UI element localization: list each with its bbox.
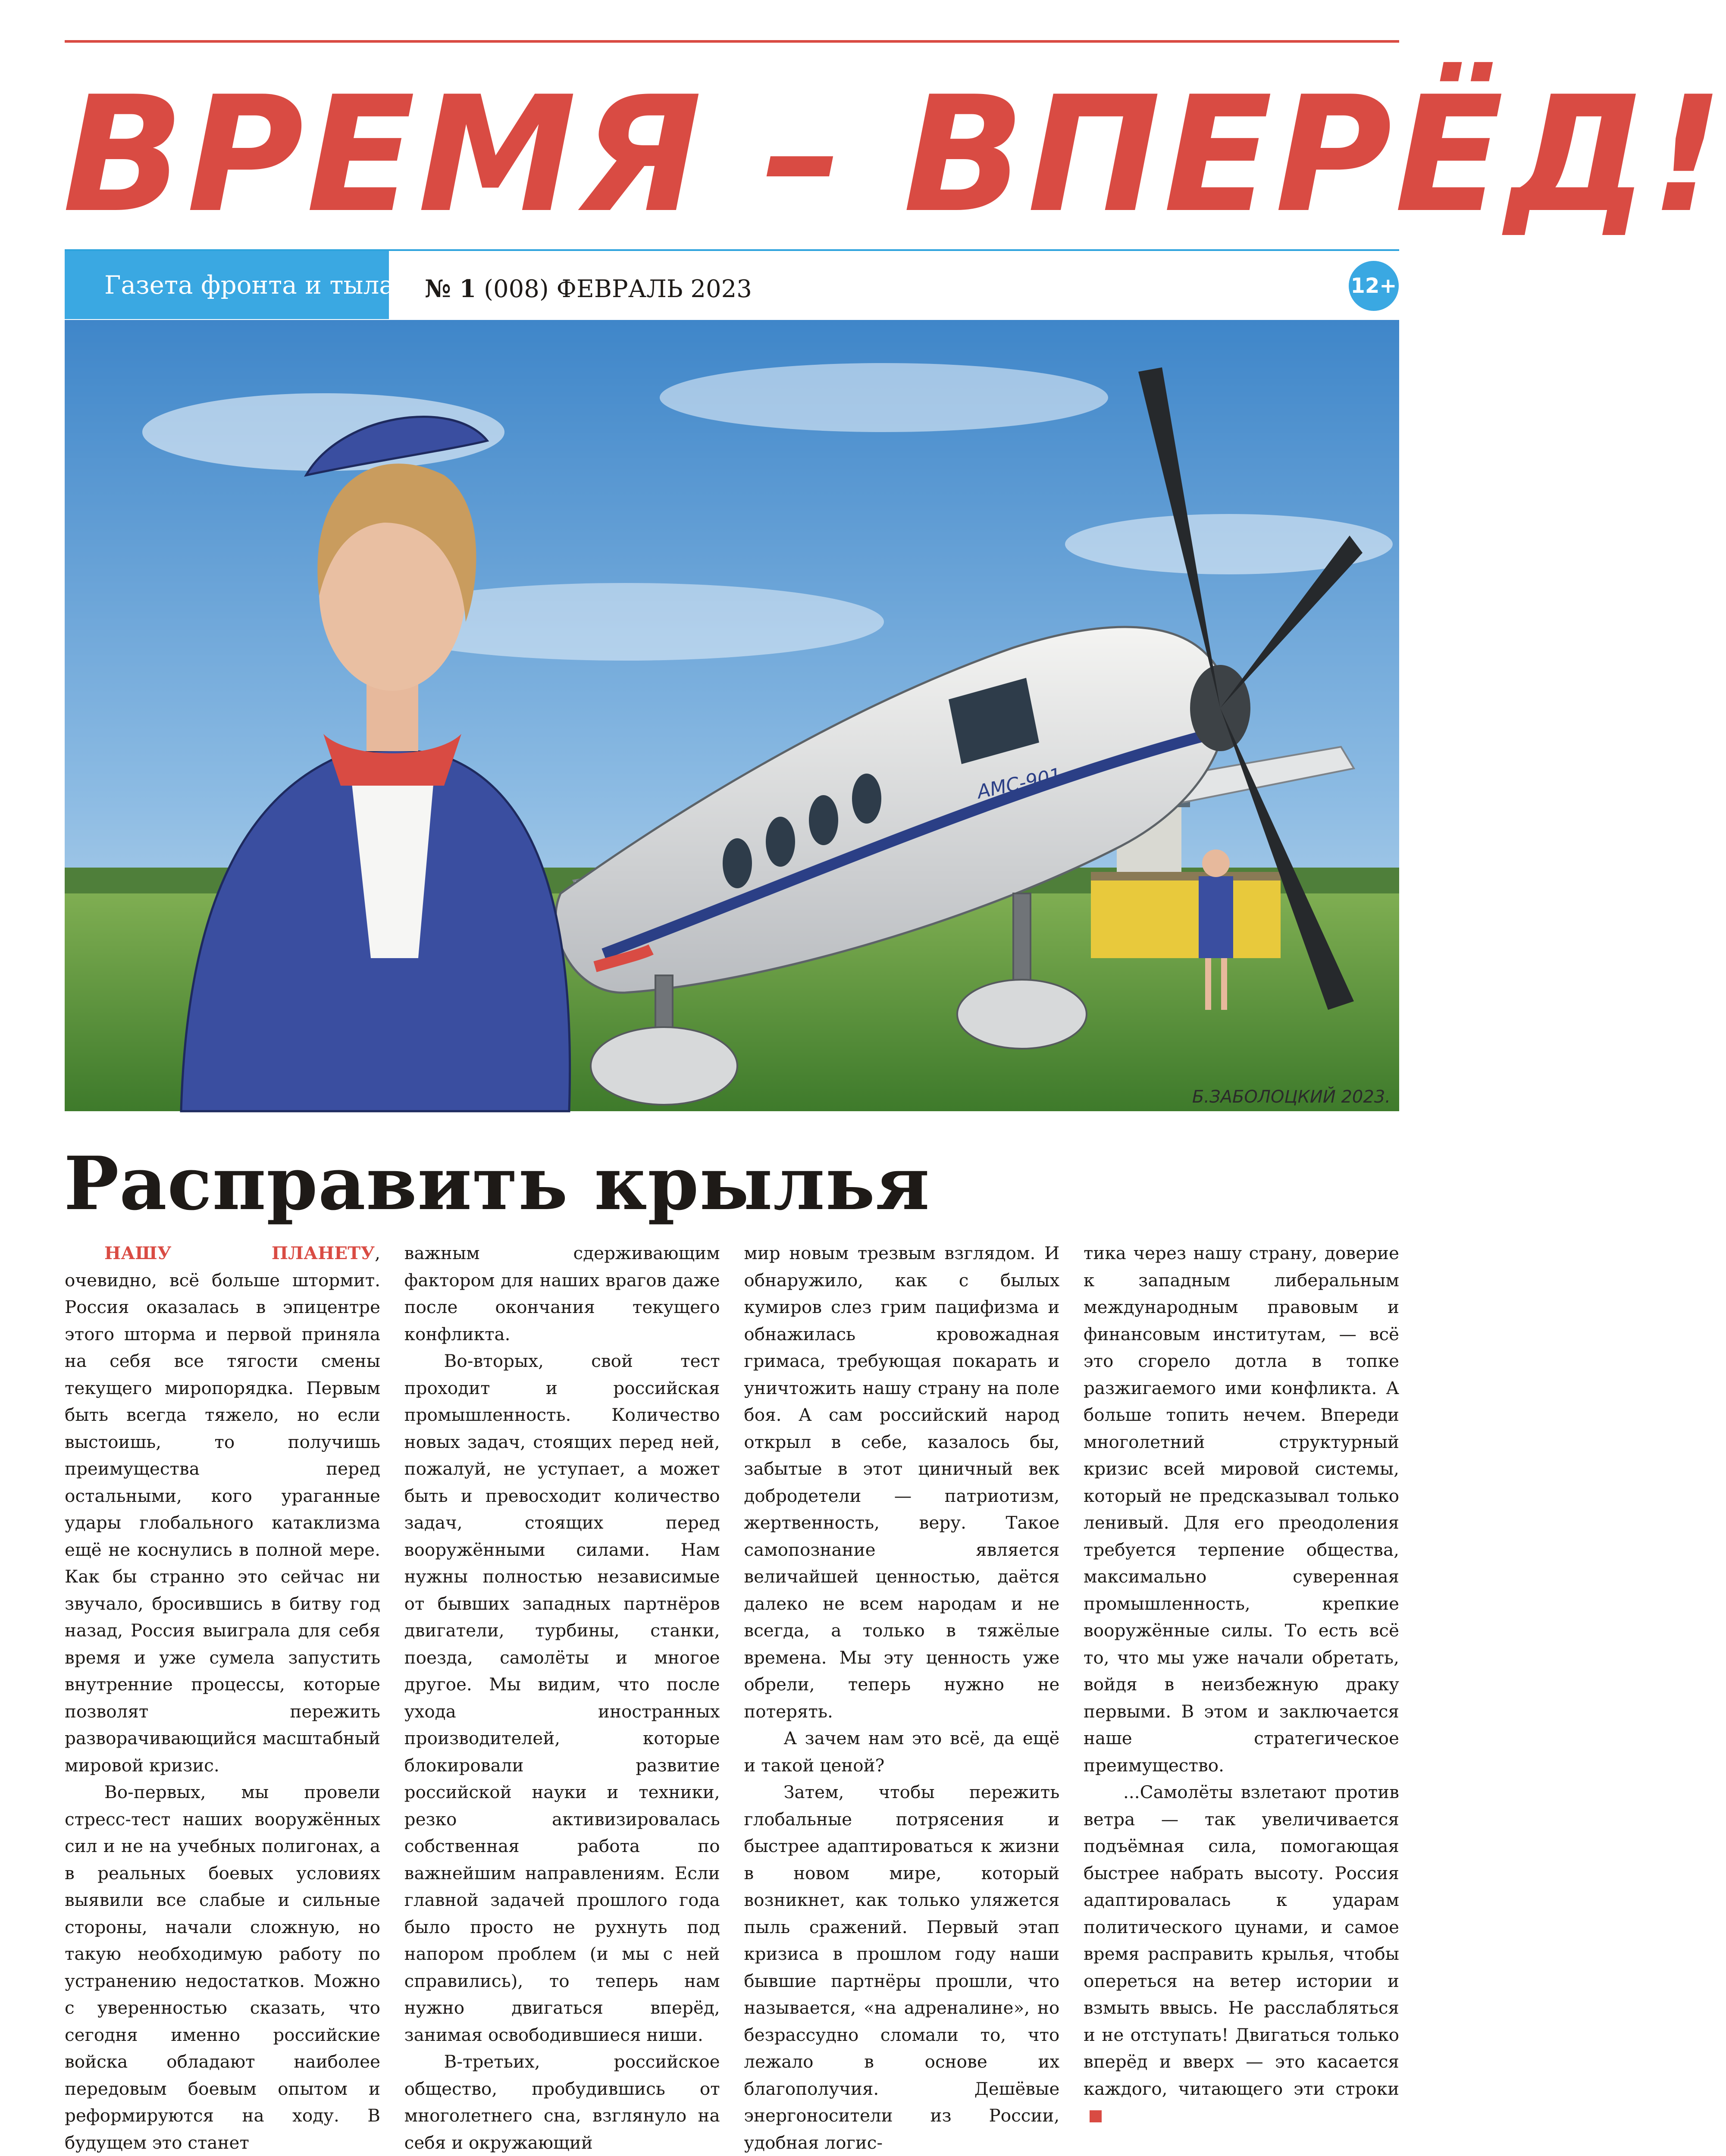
- article-column-1: [65, 1240, 380, 2153]
- issue-number: № 1: [425, 275, 476, 303]
- paragraph: [65, 1240, 380, 1779]
- lead-caps: НАШУ ПЛАНЕТУ: [104, 1243, 375, 1263]
- paragraph-text: ...Самолёты взлетают против ветра — так увеличивается подъёмная сила, помогающая быстрее набрать высоту. Россия адаптировалась к ударам политического цунами, и самое время расправить крылья, чтобы опереться на ветер истории и взмыть ввысь. Не расслабляться и не отступать! Двигаться только вперёд и вверх — это касается каждого, читающего эти строки: [1083, 1782, 1399, 2099]
- issue-date: (008) ФЕВРАЛЬ 2023: [476, 275, 752, 303]
- paragraph: важным сдерживающим фактором для наших врагов даже после окончания текущего конфликта.: [404, 1243, 720, 1344]
- illustration-signature: Б.ЗАБОЛОЦКИЙ 2023.: [1192, 1087, 1391, 1107]
- paragraph: Во-вторых, свой тест проходит и российская промышленность. Количество новых задач, стоящих перед ней, пожалуй, не уступает, а может быть и превосходит количество задач, стоящих перед вооружёнными силами. Нам нужны полностью независимые от бывших западных партнёров двигатели, турбины, станки, поезда, самолёты и многое другое. Мы видим, что после ухода иностранных производителей, которые блокировали развитие российской науки и техники, резко активизировалась собственная работа по важнейшим направлениям. Если главной задачей прошлого года было просто не рухнуть под напором проблем (и мы с ней справились), то теперь нам нужно двигаться вперёд, занимая освободившиеся ниши.: [404, 1351, 720, 2045]
- masthead-title: ВРЕМЯ – ВПЕРЁД!: [63, 63, 1726, 248]
- aircraft-marking: АМС-901: [975, 764, 1064, 803]
- illustration-art: [65, 320, 1399, 1111]
- cover-illustration: [65, 320, 1399, 1111]
- article-column-2: [404, 1240, 720, 2153]
- cloud: [660, 363, 1108, 432]
- paragraph: мир новым трезвым взглядом. И обнаружило, как с былых кумиров слез грим пацифизма и обнажилась кровожадная гримаса, требующая покарать и уничтожить нашу страну на поле боя. А сам российский народ открыл в себе, казалось бы, забытые в этот циничный век добродетели — патриотизм, жертвенность, веру. Такое самопознание является величайшей ценностью, даётся далеко не всем народам и не всегда, а только в тяжёлые времена. Мы эту ценность уже обрели, теперь нужно не потерять.: [744, 1243, 1060, 1722]
- paragraph: А зачем нам это всё, да ещё и такой ценой?: [744, 1728, 1060, 1776]
- article-columns: [65, 1240, 1399, 2153]
- paragraph: [1084, 1779, 1399, 2129]
- paragraph: В-третьих, российское общество, пробудившись от многолетнего сна, взглянуло на себя и окружающий: [404, 2051, 720, 2153]
- article-column-4: [1083, 1240, 1399, 2099]
- paragraph: тика через нашу страну, доверие к западным либеральным международным правовым и финансовым институтам, — всё это сгорело дотла в топке разжигаемого ими конфликта. А больше топить нечем. Впереди многолетний структурный кризис всей мировой системы, который не предсказывал только ленивый. Для его преодоления требуется терпение общества, максимально суверенная промышленность, крепкие вооружённые силы. То есть всё то, что мы уже начали обретать, войдя в неизбежную драку первыми. В этом и заключается наше стратегическое преимущество.: [1083, 1243, 1399, 1776]
- paragraph: Во-первых, мы провели стресс-тест наших вооружённых сил и не на учебных полигонах, а в реальных боевых условиях выявили все слабые и сильные стороны, начали сложную, но такую необходимую работу по устранению недостатков. Можно с уверенностью сказать, что сегодня именно российские войска обладают наиболее передовым боевым опытом и реформируются на ходу. В будущем это станет: [65, 1782, 380, 2153]
- age-rating-badge: 12+: [1349, 261, 1399, 311]
- article-headline: Расправить крылья: [64, 1141, 930, 1227]
- paragraph-text: , очевидно, всё больше штормит. Россия оказалась в эпицентре этого шторма и первой приняла на себя все тягости смены текущего миропорядка. Первым быть всегда тяжело, но если выстоишь, то получишь преимущества перед остальными, кого ураганные удары глобального катаклизма ещё не коснулись в полной мере. Как бы странно это сейчас ни звучало, бросившись в битву год назад, Россия выиграла для себя время и уже сумела запустить внутренние процессы, которые позволят пережить разворачивающийся масштабный мировой кризис.: [65, 1243, 380, 1776]
- article-column-3: [744, 1240, 1060, 2153]
- top-rule: [65, 40, 1399, 43]
- paragraph: Затем, чтобы пережить глобальные потрясения и быстрее адаптироваться к жизни в новом мире, который возникнет, как только уляжется пыль сражений. Первый этап кризиса в прошлом году наши бывшие партнёры прошли, что называется, «на адреналине», но безрассудно сломали то, что лежало в основе их благополучия. Дешёвые энергоносители из России, удобная логис-: [744, 1782, 1060, 2153]
- tagline-text: Газета фронта и тыла: [104, 270, 395, 300]
- end-mark-icon: [1090, 2110, 1102, 2122]
- tagline-box: [65, 251, 395, 319]
- issue-line: [425, 267, 752, 310]
